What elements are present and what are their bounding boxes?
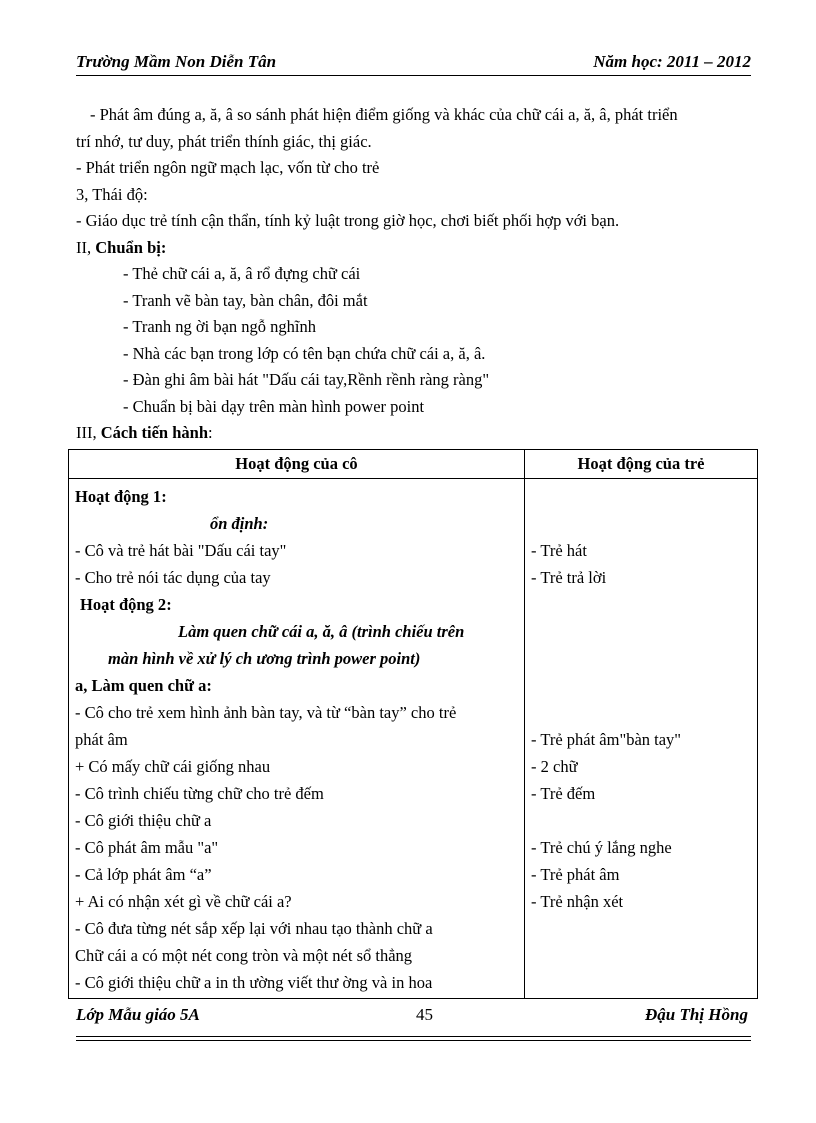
teacher-line: màn hình về xử lý ch ương trình power point) [108,649,421,668]
prep-item: - Tranh ng ời bạn ngỗ nghĩnh [123,317,316,336]
child-line [531,645,751,672]
section-heading-prep [76,235,776,262]
header-rule [76,75,751,76]
activity-table [68,449,758,999]
teacher-line: a, Làm quen chữ a: [75,676,212,695]
prep-item: - Thẻ chữ cái a, ă, â rổ đựng chữ cái [123,264,361,283]
class-name: Lớp Mẫu giáo 5A [76,1005,200,1024]
body-line: - Phát âm đúng a, ă, â so sánh phát hiện điểm giống và khác của chữ cái a, ă, â, phát triển [90,105,678,124]
prep-item: - Tranh vẽ bàn tay, bàn chân, đôi mắt [123,290,368,310]
child-line: - 2 chữ [531,757,578,776]
child-line [531,483,751,510]
school-name: Trường Mầm Non Diễn Tân [76,52,277,71]
child-line [531,942,751,969]
teacher-line: - Cả lớp phát âm “a” [75,865,212,884]
body-line: 3, Thái độ: [76,184,148,204]
child-line [531,510,751,537]
page-header [76,52,751,74]
section-number: III, [76,423,101,442]
child-line: - Trẻ nhận xét [531,892,624,911]
section-heading-procedure [76,420,776,447]
author-name: Đậu Thị Hồng [645,1005,748,1024]
child-line: - Trẻ phát âm [531,865,620,884]
teacher-line: Hoạt động 1: [75,487,167,506]
prep-item: - Chuẩn bị bài dạy trên màn hình power point [123,396,425,416]
child-activities [525,479,758,999]
footer-rule-bottom [76,1040,751,1041]
child-line: - Trẻ chú ý lắng nghe [531,838,672,857]
child-line: - Trẻ đếm [531,784,596,803]
child-line [531,969,751,996]
table-header-row [69,450,758,479]
teacher-line: - Cô trình chiếu từng chữ cho trẻ đếm [75,784,324,803]
teacher-line: ổn định: [210,514,269,533]
child-line: - Trẻ trả lời [531,568,607,587]
school-year: Năm học: 2011 – 2012 [593,52,751,71]
child-line: - Trẻ phát âm"bàn tay" [531,730,682,749]
teacher-line: - Cô và trẻ hát bài "Dấu cái tay" [75,541,287,560]
prep-item: - Đàn ghi âm bài hát "Dấu cái tay,Rềnh rềnh ràng ràng" [123,370,490,389]
body-line: trí nhớ, tư duy, phát triển thính giác, thị giác. [76,131,372,151]
section-number: II, [76,237,96,257]
child-line [531,807,751,834]
prep-item: - Nhà các bạn trong lớp có tên bạn chứa chữ cái a, ă, â. [123,343,486,363]
teacher-line: - Cho trẻ nói tác dụng của tay [75,568,271,587]
teacher-line: Hoạt động 2: [80,595,172,614]
child-line [531,618,751,645]
child-line [531,672,751,699]
teacher-line: + Có mấy chữ cái giống nhau [75,757,271,776]
section-title: Chuẩn bị: [95,237,167,257]
teacher-activities [69,479,525,999]
child-line [531,915,751,942]
child-line [531,699,751,726]
child-line [531,591,751,618]
lesson-body [76,102,776,447]
page-number: 45 [416,1005,433,1024]
teacher-line: Chữ cái a có một nét cong tròn và một nét sổ thẳng [75,946,413,965]
teacher-line: Làm quen chữ cái a, ă, â (trình chiếu trên [178,622,465,641]
section-title: Cách tiến hành [100,423,209,442]
header-teacher: Hoạt động của cô [69,450,525,479]
footer-rule-top [76,1036,751,1037]
page-footer [76,1005,748,1029]
table-row [69,479,758,999]
teacher-line: - Cô phát âm mẫu "a" [75,838,219,857]
teacher-line: - Cô đưa từng nét sắp xếp lại với nhau tạo thành chữ a [75,919,433,938]
teacher-line: phát âm [75,730,128,749]
section-colon: : [208,423,213,442]
teacher-line: + Ai có nhận xét gì về chữ cái a? [75,892,292,911]
header-child: Hoạt động của trẻ [525,450,758,479]
body-line: - Phát triển ngôn ngữ mạch lạc, vốn từ cho trẻ [76,158,380,177]
teacher-line: - Cô cho trẻ xem hình ảnh bàn tay, và từ “bàn tay” cho trẻ [75,703,457,722]
teacher-line: - Cô giới thiệu chữ a in th ường viết thư ờng và in hoa [75,973,433,992]
teacher-line: - Cô giới thiệu chữ a [75,811,212,830]
body-line: - Giáo dục trẻ tính cận thẩn, tính kỷ luật trong giờ học, chơi biết phối hợp với bạn. [76,211,620,230]
child-line: - Trẻ hát [531,541,587,560]
